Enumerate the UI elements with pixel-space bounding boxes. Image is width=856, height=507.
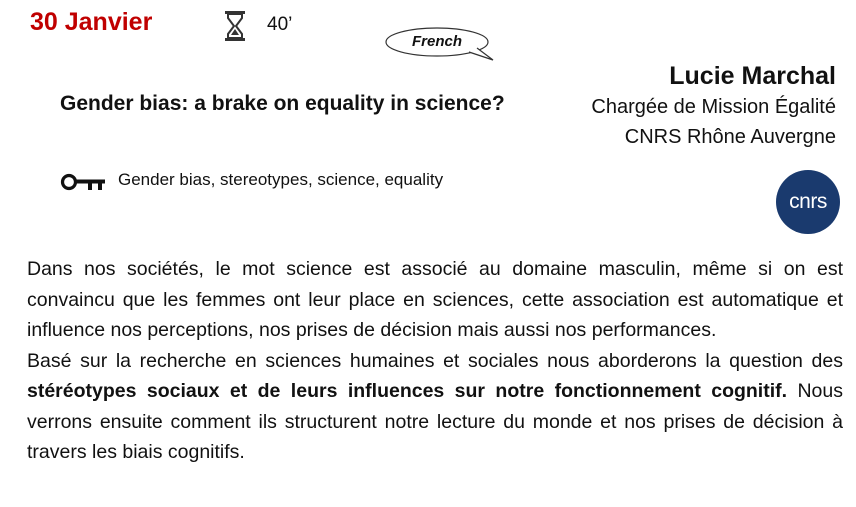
speaker-block — [591, 60, 836, 152]
date: 30 Janvier — [30, 8, 153, 36]
abstract-paragraph-1: Dans nos sociétés, le mot science est associé au domaine masculin, même si on est convaincu que les femmes ont leur place en sciences, cette association est automatique et influence nos perceptions, nos prises de décision mais aussi nos performances. — [27, 258, 843, 341]
speaker-role: Chargée de Mission Égalité — [591, 96, 836, 118]
abstract-paragraph-2 — [27, 346, 843, 468]
abstract-p2-end: Nous verrons ensuite comment ils structurent notre lecture du monde et nos prises de décision à travers les biais cognitifs. — [27, 380, 843, 463]
speaker-name: Lucie Marchal — [669, 62, 836, 90]
duration: 40’ — [267, 14, 293, 35]
language-label: French — [411, 33, 462, 50]
abstract-p2-bold: stéréotypes sociaux et de leurs influences sur notre fonctionnement cognitif. — [27, 380, 788, 402]
cnrs-logo: cnrs — [776, 170, 840, 234]
abstract — [27, 254, 843, 468]
hourglass-icon — [222, 10, 248, 42]
key-icon — [60, 173, 106, 191]
keywords: Gender bias, stereotypes, science, equality — [118, 170, 444, 189]
abstract-p2-start: Basé sur la recherche en sciences humaines et sociales nous aborderons la question des — [27, 349, 843, 372]
talk-title: Gender bias: a brake on equality in science? — [60, 92, 505, 115]
speaker-affiliation: CNRS Rhône Auvergne — [624, 126, 836, 148]
